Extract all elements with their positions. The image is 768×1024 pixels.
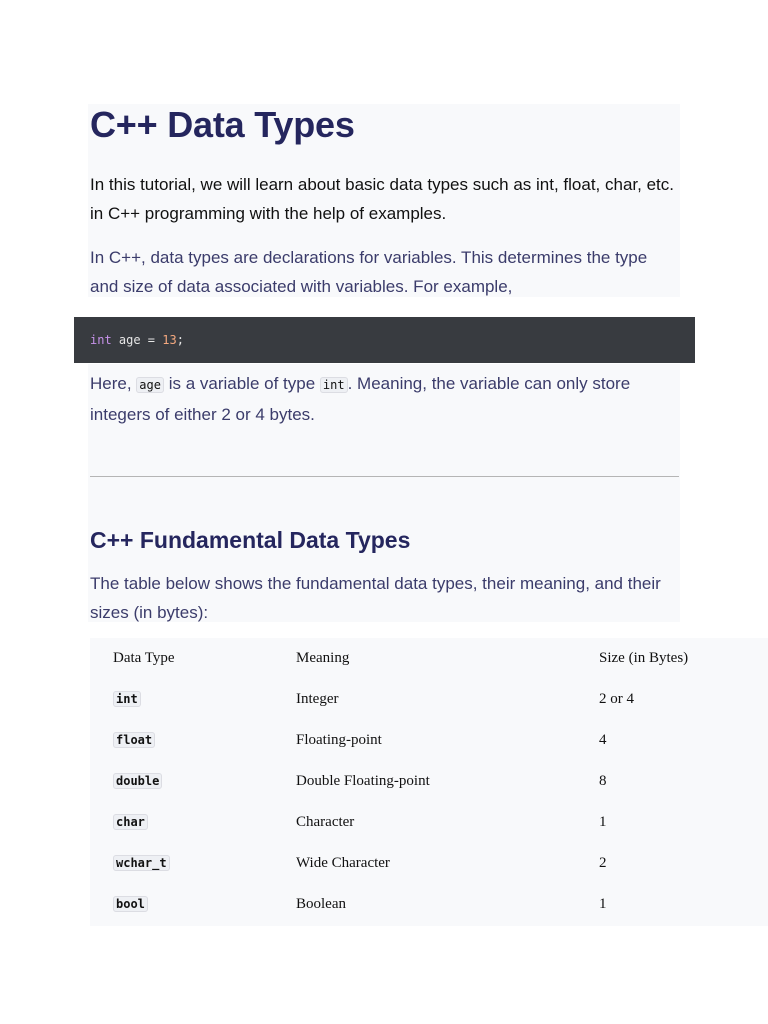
type-code: int <box>113 691 141 707</box>
cell-type <box>90 884 296 925</box>
inline-code-int: int <box>320 377 348 393</box>
cell-meaning: Character <box>296 814 355 830</box>
code-identifier: age = <box>111 333 163 347</box>
section-title: C++ Fundamental Data Types <box>90 527 411 553</box>
table-row <box>90 720 768 761</box>
code-number: 13 <box>162 333 177 347</box>
cell-meaning: Double Floating-point <box>296 773 430 789</box>
cell-size: 1 <box>599 814 607 830</box>
explain-mid: is a variable of type <box>163 374 320 393</box>
code-keyword: int <box>90 333 112 347</box>
code-example[interactable] <box>74 317 695 363</box>
explanation-paragraph <box>90 369 680 429</box>
type-code: wchar_t <box>113 855 170 871</box>
explain-post: . Meaning, the variable can only store integers of either 2 or 4 bytes. <box>90 374 631 424</box>
type-code: char <box>113 814 148 830</box>
cell-type <box>90 679 296 720</box>
cell-meaning: Integer <box>296 691 339 707</box>
inline-code-age: age <box>136 377 164 393</box>
cell-type <box>90 761 296 802</box>
table-row <box>90 761 768 802</box>
type-code: bool <box>113 896 148 912</box>
cell-type <box>90 720 296 761</box>
cell-type <box>90 802 296 843</box>
code-terminator: ; <box>176 333 184 347</box>
cell-size: 4 <box>599 732 607 748</box>
header-meaning: Meaning <box>296 650 350 666</box>
cell-size: 8 <box>599 773 607 789</box>
header-data-type: Data Type <box>113 650 175 666</box>
table-row <box>90 843 768 884</box>
code-line <box>90 333 184 347</box>
table-row <box>90 884 768 925</box>
page-title: C++ Data Types <box>90 104 355 145</box>
type-code: float <box>113 732 155 748</box>
cell-meaning: Boolean <box>296 896 346 912</box>
header-size: Size (in Bytes) <box>599 650 689 666</box>
data-types-table <box>90 638 768 925</box>
cell-meaning: Wide Character <box>296 855 390 871</box>
definition-paragraph: In C++, data types are declarations for variables. This determines the type and size of data associated with variables. For example, <box>90 248 648 296</box>
intro-paragraph: In this tutorial, we will learn about basic data types such as int, float, char, etc. in C++ programming with the help of examples. <box>90 175 674 223</box>
table-row <box>90 802 768 843</box>
cell-size: 1 <box>599 896 607 912</box>
type-code: double <box>113 773 162 789</box>
cell-type <box>90 843 296 884</box>
section-divider <box>90 476 679 477</box>
table-row <box>90 679 768 720</box>
cell-size: 2 or 4 <box>599 691 634 707</box>
cell-size: 2 <box>599 855 607 871</box>
table-header-row <box>90 638 768 679</box>
table-intro-paragraph: The table below shows the fundamental data types, their meaning, and their sizes (in bytes): <box>90 574 661 622</box>
explain-pre: Here, <box>90 374 137 393</box>
cell-meaning: Floating-point <box>296 732 382 748</box>
